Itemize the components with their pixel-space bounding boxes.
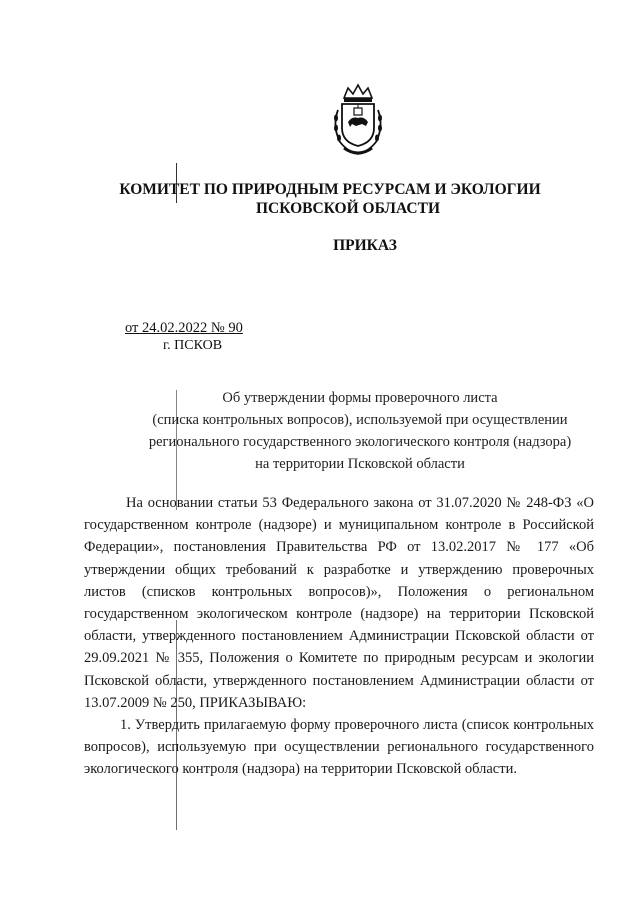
subject-line: Об утверждении формы проверочного листа — [222, 390, 498, 406]
order-item-1: 1. Утвердить прилагаемую форму проверочного листа (список контрольных вопросов), используемую при осуществлении регионального государственного экологического контроля (надзора) на территории Псковской области. — [84, 717, 594, 778]
subject-line: регионального государственного экологического контроля (надзора) — [148, 434, 572, 450]
document-type-title: ПРИКАЗ — [333, 237, 397, 254]
order-date-number: от 24.02.2022 № 90 — [125, 320, 243, 336]
order-subject — [80, 387, 640, 475]
coat-of-arms-icon — [326, 82, 390, 162]
committee-name-line2: ПСКОВСКОЙ ОБЛАСТИ — [255, 200, 440, 217]
order-body — [84, 492, 594, 781]
subject-line: (списка контрольных вопросов), используемой при осуществлении — [152, 412, 568, 428]
subject-line: на территории Псковской области — [255, 456, 465, 472]
order-city: г. ПСКОВ — [163, 338, 223, 353]
committee-name-line1: КОМИТЕТ ПО ПРИРОДНЫМ РЕСУРСАМ И ЭКОЛОГИИ — [119, 181, 541, 198]
preamble-paragraph: На основании статьи 53 Федерального закона от 31.07.2020 № 248-ФЗ «О государственном контроле (надзоре) и муниципальном контроле в Российской Федерации», постановления Правительства РФ от 13.02.2017 № 177 «Об утверждении общих требований к разработке и утверждению проверочных листов (списков контрольных вопросов)», Положения о региональном государственном экологическом контроле (надзоре) на территории Псковской области, утвержденного постановлением Администрации Псковской области от 29.09.2021 № 355, Положения о Комитете по природным ресурсам и экологии Псковской области, утвержденного постановлением Администрации области от 13.07.2009 № 250, ПРИКАЗЫВАЮ: — [84, 495, 594, 711]
